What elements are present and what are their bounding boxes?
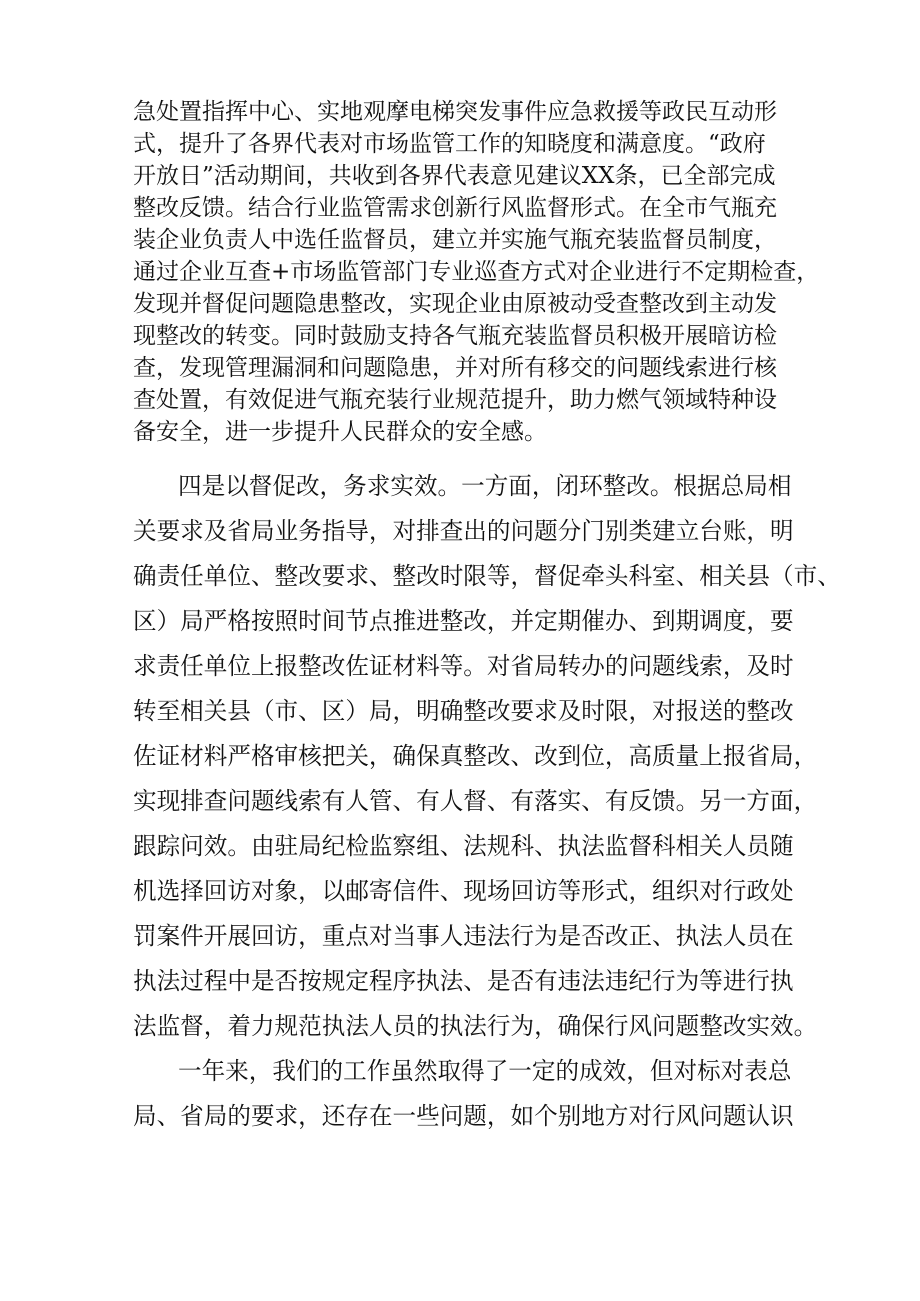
text-line: 执法过程中是否按规定程序执法、是否有违法违纪行为等进行执 xyxy=(133,967,794,995)
text-line: 跟踪问效。由驻局纪检监察组、法规科、执法监督科相关人员随 xyxy=(133,832,794,860)
text-line: 局、省局的要求，还存在一些问题，如个别地方对行风问题认识 xyxy=(133,1102,794,1130)
text-line: 机选择回访对象，以邮寄信件、现场回访等形式，组织对行政处 xyxy=(133,877,794,905)
text-line: 式，提升了各界代表对市场监管工作的知晓度和满意度。“政府 xyxy=(133,131,766,157)
text-line: 实现排查问题线索有人管、有人督、有落实、有反馈。另一方面， xyxy=(133,787,818,815)
text-line: 整改反馈。结合行业监管需求创新行风监督形式。在全市气瓶充 xyxy=(133,195,777,221)
text-line: 备安全，进一步提升人民群众的安全感。 xyxy=(133,419,547,445)
text-line: 开放日”活动期间，共收到各界代表意见建议XX条，已全部完成 xyxy=(133,163,776,189)
text-line: 区）局严格按照时间节点推进整改，并定期催办、到期调度，要 xyxy=(133,607,794,635)
text-line: 法监督，着力规范执法人员的执法行为，确保行风问题整改实效。 xyxy=(133,1012,818,1040)
text-line: 佐证材料严格审核把关，确保真整改、改到位，高质量上报省局， xyxy=(133,742,818,770)
text-line: 罚案件开展回访，重点对当事人违法行为是否改正、执法人员在 xyxy=(133,922,794,950)
text-line: 急处置指挥中心、实地观摩电梯突发事件应急救援等政民互动形 xyxy=(133,99,777,125)
text-line: 关要求及省局业务指导，对排查出的问题分门别类建立台账，明 xyxy=(133,517,794,545)
text-line: 装企业负责人中选任监督员，建立并实施气瓶充装监督员制度， xyxy=(133,227,777,253)
text-line: 查，发现管理漏洞和问题隐患，并对所有移交的问题线索进行核 xyxy=(133,355,777,381)
text-line: 四是以督促改，务求实效。一方面，闭环整改。根据总局相 xyxy=(178,472,792,500)
text-line: 转至相关县（市、区）局，明确整改要求及时限，对报送的整改 xyxy=(133,697,794,725)
text-line: 现整改的转变。同时鼓励支持各气瓶充装监督员积极开展暗访检 xyxy=(133,323,777,349)
text-line: 查处置，有效促进气瓶充装行业规范提升，助力燃气领域特种设 xyxy=(133,387,777,413)
text-line: 一年来，我们的工作虽然取得了一定的成效，但对标对表总 xyxy=(178,1057,792,1085)
text-line: 求责任单位上报整改佐证材料等。对省局转办的问题线索，及时 xyxy=(133,652,794,680)
text-line: 发现并督促问题隐患整改，实现企业由原被动受查整改到主动发 xyxy=(133,291,777,317)
text-line: 确责任单位、整改要求、整改时限等，督促牵头科室、相关县（市、 xyxy=(133,562,841,590)
text-line: 通过企业互查+市场监管部门专业巡查方式对企业进行不定期检查， xyxy=(133,259,820,285)
